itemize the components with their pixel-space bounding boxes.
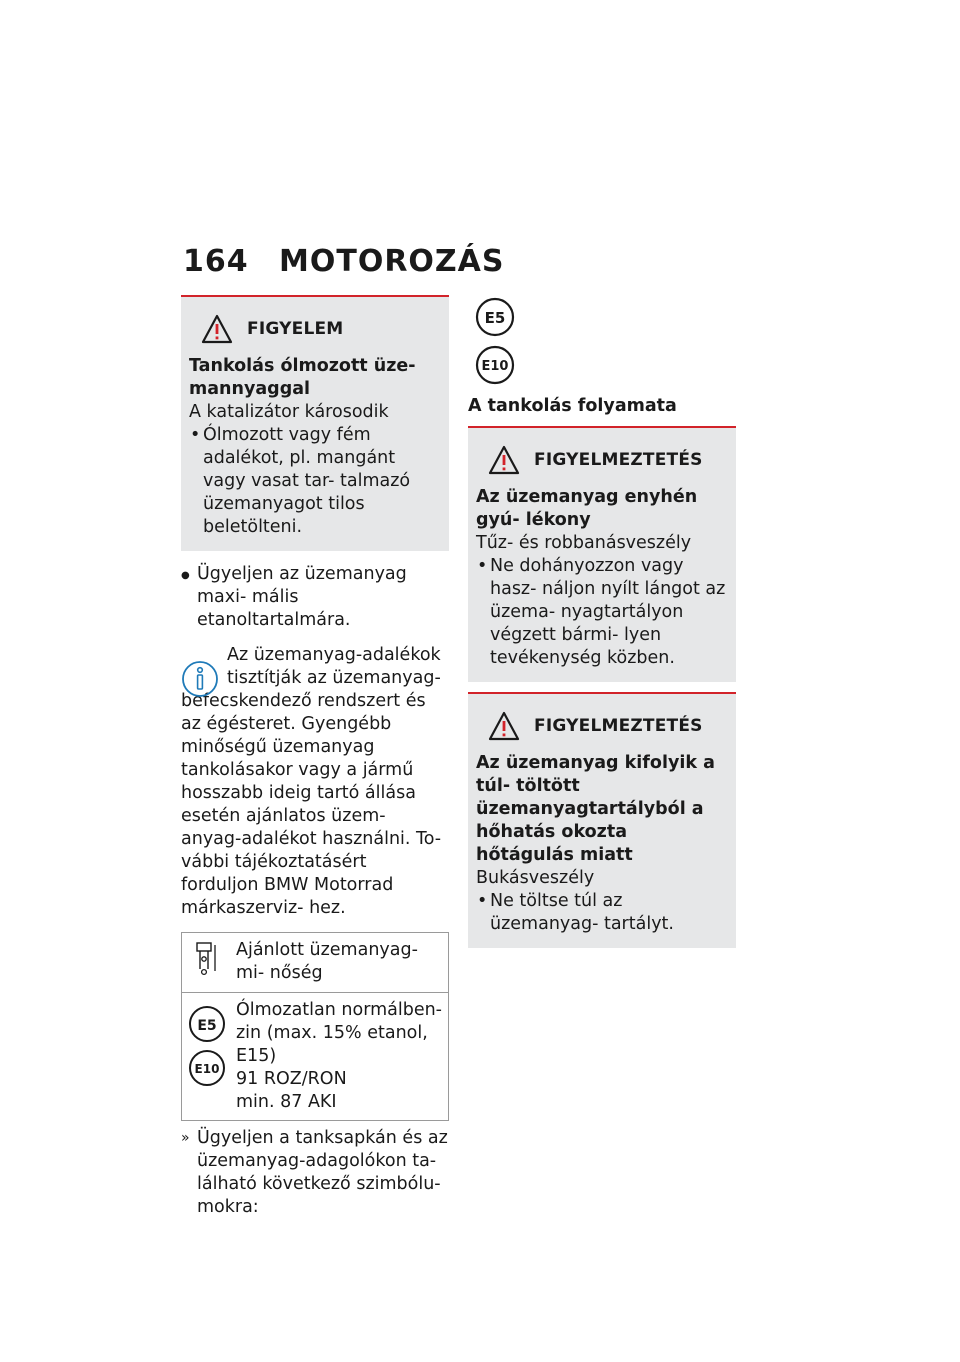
warning-label: FIGYELMEZTETÉS xyxy=(534,449,703,470)
warning-heading: Az üzemanyag enyhén gyú- lékony xyxy=(476,487,698,530)
info-note-first: Az üzemanyag-adalékok tisztítják az üzemanyag- xyxy=(227,645,441,688)
fuel-spec-line3: min. 87 AKI xyxy=(236,1092,337,1112)
fuel-pump-cell xyxy=(182,933,233,993)
right-column xyxy=(468,295,736,948)
left-column xyxy=(181,295,449,1219)
caution-label: FIGYELEM xyxy=(247,318,344,339)
table-row xyxy=(182,933,449,993)
caution-heading: Tankolás ólmozott üze- mannyaggal xyxy=(189,356,416,399)
warning-subtitle: Tűz- és robbanásveszély xyxy=(476,533,692,553)
e5-symbol-text: E5 xyxy=(484,309,506,327)
warning-box-1-header xyxy=(476,442,728,478)
page-number: 164 xyxy=(183,244,249,279)
caution-box-header xyxy=(189,311,441,347)
warning-triangle-icon xyxy=(201,314,233,344)
page-title: MOTOROZÁS xyxy=(279,244,505,279)
warning-bullet: • Ne töltse túl az üzemanyag- tartályt. xyxy=(476,890,728,936)
check-item: ● Ügyeljen az üzemanyag maxi- mális etanoltartalmára. xyxy=(181,563,449,632)
e10-badge-icon xyxy=(188,1049,226,1087)
info-icon xyxy=(181,660,219,698)
warning-box-1 xyxy=(468,426,736,682)
fuel-pump-icon xyxy=(193,939,221,979)
caution-subtitle: A katalizátor károsodik xyxy=(189,402,389,422)
page-header xyxy=(183,244,505,279)
e5-symbol-icon xyxy=(475,297,515,337)
table-row xyxy=(182,993,449,1121)
warning-subtitle: Bukásveszély xyxy=(476,868,595,888)
section-title: A tankolás folyamata xyxy=(468,396,677,416)
info-note xyxy=(181,644,449,920)
fuel-spec-cell xyxy=(232,993,449,1121)
warning-bullet: • Ne dohányozzon vagy hasz- náljon nyílt lángot az üzema- nyagtartályon végzett bármi- lyen tevékenység közben. xyxy=(476,555,728,670)
warning-box-2 xyxy=(468,692,736,948)
e10-symbol-icon xyxy=(475,345,515,385)
fuel-spec-line1: Ólmozatlan normálben- zin (max. 15% etanol, E15) xyxy=(236,1000,443,1066)
recommended-quality-cell: Ajánlott üzemanyag-mi- nőség xyxy=(232,933,449,993)
warning-box-2-header xyxy=(476,708,728,744)
fuel-spec-line2: 91 ROZ/RON xyxy=(236,1069,347,1089)
e10-badge-text: E10 xyxy=(194,1062,220,1076)
caution-bullet: • Ólmozott vagy fém adalékot, pl. mangánt vagy vasat tar- talmazó üzemanyagot tilos beletölteni. xyxy=(189,424,441,539)
warning-triangle-icon xyxy=(488,711,520,741)
step-item: » Ügyeljen a tanksapkán és az üzemanyag-adagolókon ta- lálható következő szimbólu- mokra: xyxy=(181,1127,449,1219)
fuel-spec-table xyxy=(181,932,449,1121)
warning-label: FIGYELMEZTETÉS xyxy=(534,715,703,736)
warning-heading: Az üzemanyag kifolyik a túl- töltött üzemanyagtartályból a hőhatás okozta hőtágulás miatt xyxy=(476,753,715,865)
fuel-badges-cell xyxy=(182,993,233,1121)
info-note-rest: befecskendező rendszert és az égésteret. Gyengébb minőségű üzemanyag tankolásakor vagy a jármű hosszabb ideig tartó állása esetén ajánlatos üzem- anyag-adalékot használni. To- vábbi tájékoztatásért forduljon BMW Motorrad márkaszerviz- hez. xyxy=(181,691,442,918)
caution-box xyxy=(181,295,449,551)
fuel-symbols xyxy=(468,297,736,385)
e5-badge-text: E5 xyxy=(197,1018,217,1034)
e10-symbol-text: E10 xyxy=(481,359,509,374)
e5-badge-icon xyxy=(188,1005,226,1043)
warning-triangle-icon xyxy=(488,445,520,475)
